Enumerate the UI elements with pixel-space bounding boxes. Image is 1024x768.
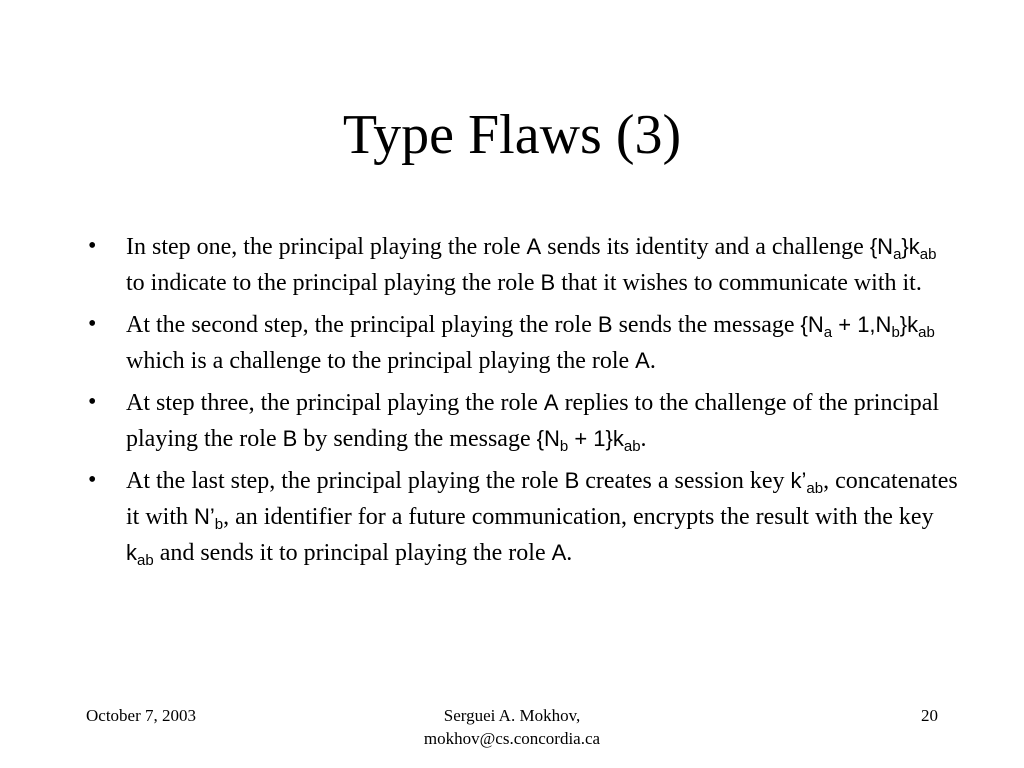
formula-part: N’ — [194, 504, 215, 529]
formula — [536, 426, 641, 455]
text: replies to the challenge of the principal playing the role — [126, 390, 940, 452]
formula — [126, 540, 154, 569]
text: and sends it to principal playing the role — [153, 540, 552, 566]
formula-part: }k — [901, 234, 920, 259]
text: At step three, the principal playing the role — [126, 390, 544, 416]
text: At the second step, the principal playing the role — [126, 312, 598, 338]
text: , concatenates it with — [126, 468, 958, 530]
formula-subscript: ab — [918, 324, 935, 341]
role-a: A — [543, 390, 559, 415]
formula — [869, 234, 937, 263]
bullet-icon: • — [88, 233, 97, 259]
role-b: B — [597, 312, 613, 337]
footer-author-email: mokhov@cs.concordia.ca — [423, 729, 601, 748]
formula-part: {N — [869, 234, 894, 259]
text: which is a challenge to the principal playing the role — [126, 348, 636, 374]
formula-subscript: b — [559, 438, 569, 455]
formula-subscript: ab — [623, 438, 641, 455]
formula — [800, 312, 935, 341]
formula — [194, 504, 224, 533]
formula-part: k — [126, 540, 137, 565]
text: to indicate to the principal playing the role — [126, 270, 541, 296]
formula — [790, 468, 824, 497]
formula-subscript: ab — [919, 246, 937, 263]
role-a: A — [551, 540, 567, 565]
footer-page-number: 20 — [921, 706, 938, 725]
bullet-icon: • — [88, 467, 97, 493]
bullet-item — [88, 463, 958, 571]
formula-part: + 1,N — [832, 312, 892, 337]
text: At the last step, the principal playing the role — [126, 468, 565, 494]
formula-part: }k — [899, 312, 919, 337]
bullet-icon: • — [88, 389, 97, 415]
bullet-list — [88, 229, 958, 577]
text: sends its identity and a challenge — [541, 234, 870, 260]
formula-subscript: ab — [137, 552, 154, 569]
text: . — [566, 540, 573, 566]
formula-subscript: b — [214, 516, 224, 533]
formula-subscript: b — [891, 324, 900, 341]
formula-part: {N — [536, 426, 560, 451]
text: . — [649, 348, 656, 374]
bullet-icon: • — [88, 311, 97, 337]
formula-part: + 1}k — [568, 426, 624, 451]
role-b: B — [564, 468, 580, 493]
bullet-item — [88, 307, 958, 379]
formula-subscript: a — [823, 324, 833, 341]
slide-title: Type Flaws (3) — [342, 104, 682, 166]
text: by sending the message — [297, 426, 537, 452]
role-a: A — [526, 234, 542, 259]
bullet-item — [88, 229, 958, 301]
text: sends the message — [612, 312, 801, 338]
role-b: B — [540, 270, 556, 295]
formula-part: {N — [800, 312, 824, 337]
formula-subscript: a — [893, 246, 902, 263]
footer-author — [312, 704, 712, 750]
text: In step one, the principal playing the role — [126, 234, 527, 260]
text: creates a session key — [579, 468, 791, 494]
formula-part: k’ — [790, 468, 807, 493]
footer-author-name: Serguei A. Mokhov, — [443, 706, 581, 725]
role-a: A — [635, 348, 650, 373]
formula-subscript: ab — [806, 480, 824, 497]
role-b: B — [282, 426, 298, 451]
bullet-item — [88, 385, 958, 457]
text: that it wishes to communicate with it. — [555, 270, 922, 296]
text: , an identifier for a future communication, encrypts the result with the key — [223, 504, 934, 530]
footer-date: October 7, 2003 — [86, 706, 197, 725]
text: . — [640, 426, 647, 452]
